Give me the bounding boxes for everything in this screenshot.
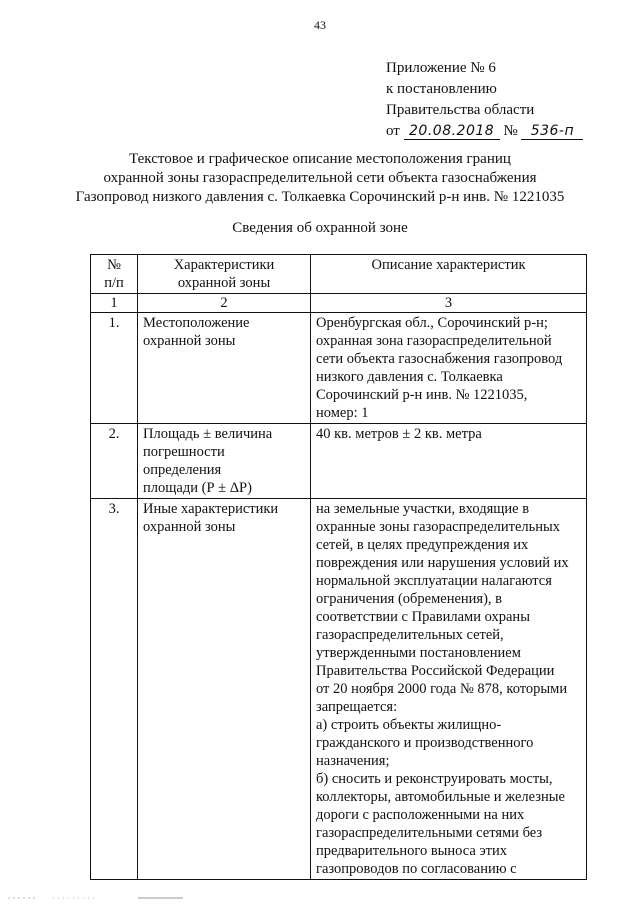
handwritten-number: 536-п xyxy=(521,123,583,140)
table-row xyxy=(91,499,587,880)
scan-footer-marks xyxy=(8,894,208,902)
appendix-line-1: Приложение № 6 xyxy=(386,60,496,76)
appendix-block xyxy=(386,58,583,142)
row-characteristic: Площадь ± величина погрешности определения площади (Р ± ΔР) xyxy=(138,424,311,499)
column-number: 2 xyxy=(138,294,311,313)
appendix-line-2: к постановлению xyxy=(386,81,497,97)
row-description: на земельные участки, входящие в охранные зоны газораспределительных сетей, в целях предупреждения их повреждения или нарушения условий их нормальной эксплуатации налагаются ограничения (обременения), в соответствии с Правилами охраны газораспределительных сетей, утвержденными постановлением Правительства Российской Федерации от 20 ноября 2000 года № 878, которыми запрещается: а) строить объекты жилищно- гражданского и производственного назначения; б) сносить и реконструировать мосты, коллекторы, автомобильные и железные дороги с расположенными на них газораспределительными сетями без предварительного выноса этих газопроводов по согласованию с xyxy=(311,499,587,880)
table-row xyxy=(91,313,587,424)
header-characteristic: Характеристики охранной зоны xyxy=(138,255,311,294)
table-header-row xyxy=(91,255,587,294)
title-line-2: охранной зоны газораспределительной сети объекта газоснабжения xyxy=(103,170,537,186)
row-number: 2. xyxy=(91,424,138,499)
handwritten-date: 20.08.2018 xyxy=(404,123,500,140)
row-description: Оренбургская обл., Сорочинский р-н; охранная зона газораспределительной сети объекта газоснабжения газопровод низкого давления с. Толкаевка Сорочинский р-н инв. № 1221035, номер: 1 xyxy=(311,313,587,424)
column-number: 1 xyxy=(91,294,138,313)
row-characteristic: Местоположение охранной зоны xyxy=(138,313,311,424)
appendix-line-3: Правительства области xyxy=(386,102,535,118)
header-description: Описание характеристик xyxy=(311,255,587,294)
title-line-3: Газопровод низкого давления с. Толкаевка Сорочинский р-н инв. № 1221035 xyxy=(75,189,565,205)
row-description: 40 кв. метров ± 2 кв. метра xyxy=(311,424,587,499)
row-number: 3. xyxy=(91,499,138,880)
column-number-row xyxy=(91,294,587,313)
column-number: 3 xyxy=(311,294,587,313)
header-number: № п/п xyxy=(91,255,138,294)
document-title xyxy=(0,150,640,207)
row-characteristic: Иные характеристики охранной зоны xyxy=(138,499,311,880)
date-prefix: от xyxy=(386,123,400,139)
title-line-1: Текстовое и графическое описание местоположения границ xyxy=(129,151,511,167)
number-prefix: № xyxy=(503,123,518,139)
table-row xyxy=(91,424,587,499)
page-number: 43 xyxy=(314,18,326,32)
appendix-date-line xyxy=(386,121,583,142)
zone-info-table xyxy=(90,254,587,880)
row-number: 1. xyxy=(91,313,138,424)
section-subtitle: Сведения об охранной зоне xyxy=(232,220,408,236)
